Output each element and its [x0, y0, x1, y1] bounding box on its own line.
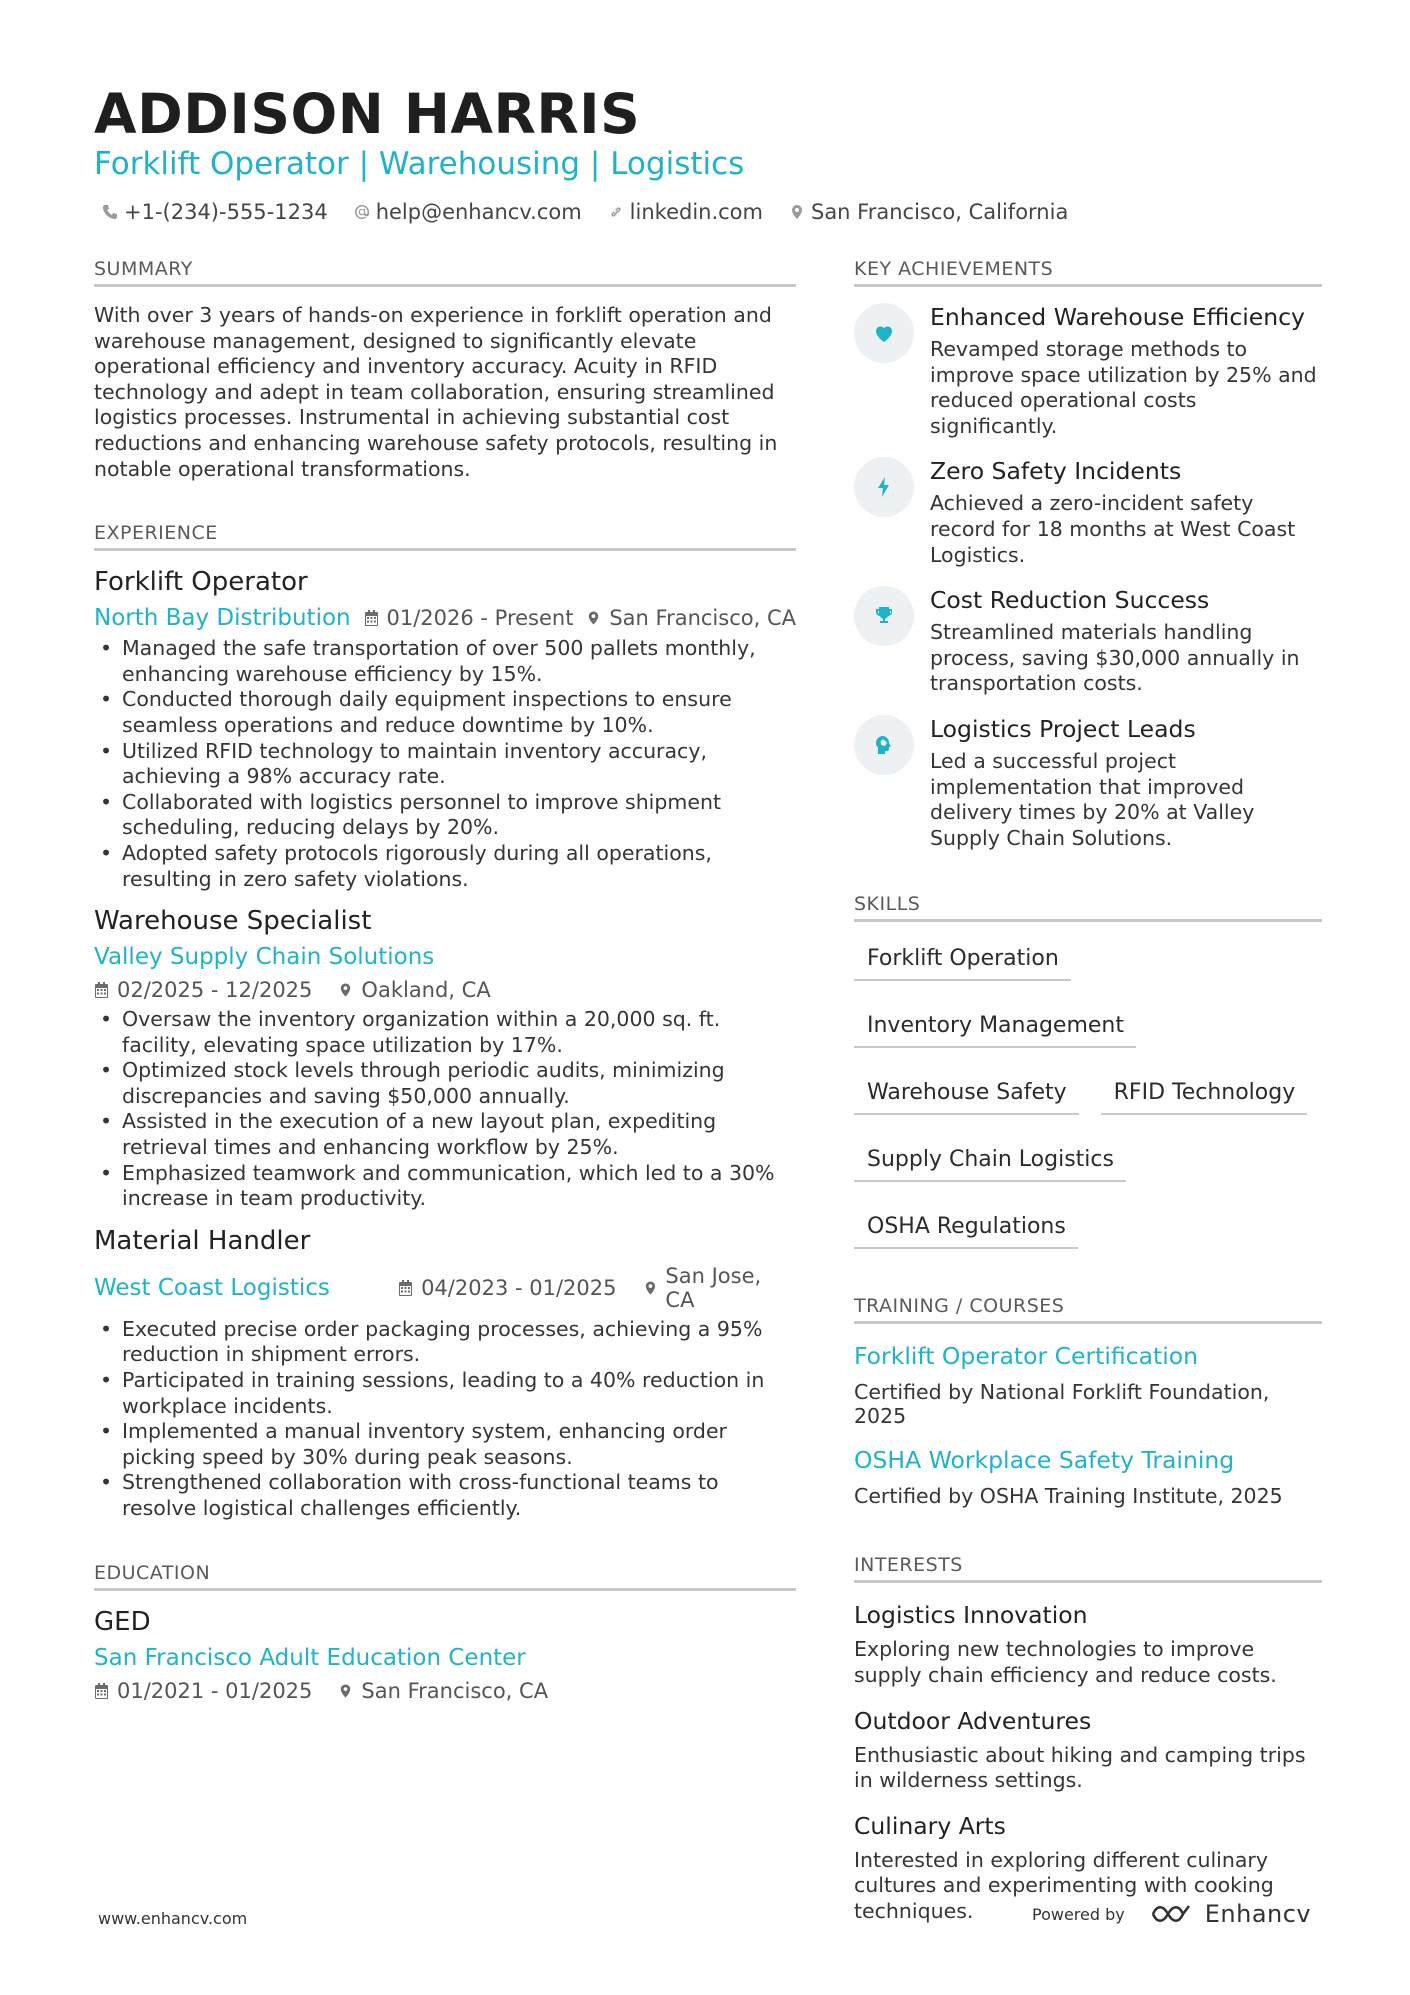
job-dates	[94, 978, 312, 1002]
job-dates	[398, 1276, 642, 1300]
achievement-desc: Revamped storage methods to improve space utilization by 25% and reduced operational costs significantly.	[930, 337, 1317, 438]
summary-section	[94, 258, 796, 482]
calendar-icon	[94, 1683, 109, 1699]
skill-tag: Forklift Operation	[854, 942, 1071, 981]
experience-entry	[94, 567, 796, 892]
achievement-item	[854, 715, 1322, 851]
calendar-icon	[364, 610, 379, 626]
location-pin-icon	[338, 1683, 353, 1699]
phone-text: +1-(234)-555-1234	[124, 200, 328, 224]
enhancv-logo-icon	[1149, 1901, 1195, 1927]
brand-name: Enhancv	[1204, 1900, 1312, 1928]
location-text: San Francisco, California	[810, 200, 1069, 224]
bullet-item: • Implemented a manual inventory system, enhancing order picking speed by 30% during peak seasons.	[94, 1419, 796, 1470]
job-location	[586, 606, 796, 630]
location-text: Oakland, CA	[361, 978, 491, 1003]
achievement-item	[854, 586, 1322, 697]
left-column	[94, 258, 796, 1703]
contact-phone	[102, 200, 328, 224]
job-title: Warehouse Specialist	[94, 906, 372, 937]
location-pin-icon	[586, 610, 601, 626]
skills-title: SKILLS	[854, 893, 1322, 922]
contact-location	[789, 200, 1068, 224]
interests-section	[854, 1554, 1322, 1924]
head-brain-icon	[872, 733, 896, 757]
achievements-title: KEY ACHIEVEMENTS	[854, 258, 1322, 287]
bullet-item: • Optimized stock levels through periodic audits, minimizing discrepancies and saving $50,000 annually.	[94, 1058, 796, 1109]
location-pin-icon	[643, 1280, 658, 1296]
email-text: help@enhancv.com	[375, 200, 582, 224]
job-bullets	[94, 636, 796, 892]
trophy-icon	[872, 604, 896, 628]
bullet-item: • Adopted safety protocols rigorously during all operations, resulting in zero safety violations.	[94, 841, 796, 892]
bullet-item: • Managed the safe transportation of over 500 pallets monthly, enhancing warehouse efficiency by 15%.	[94, 636, 796, 687]
achievement-item	[854, 457, 1322, 568]
education-section	[94, 1562, 796, 1703]
bullet-item: • Utilized RFID technology to maintain inventory accuracy, achieving a 98% accuracy rate.	[94, 739, 796, 790]
skill-tag: Inventory Management	[854, 1009, 1136, 1048]
skills-list	[854, 942, 1314, 1249]
bullet-item: • Oversaw the inventory organization within a 20,000 sq. ft. facility, elevating space utilization by 17%.	[94, 1007, 796, 1058]
heart-icon	[872, 321, 896, 345]
course-desc: Certified by OSHA Training Institute, 2025	[854, 1484, 1283, 1509]
link-icon	[608, 204, 624, 220]
summary-text: With over 3 years of hands-on experience in forklift operation and warehouse management, designed to significantly elevate operational efficiency and inventory accuracy. Acuity in RFID technology and adept in team collaboration, ensuring streamlined logistics processes. Instrumental in achieving substantial cost reductions and enhancing warehouse safety protocols, resulting in notable operational transformations.	[94, 303, 778, 481]
candidate-headline: Forklift Operator | Warehousing | Logistics	[94, 146, 745, 182]
job-meta	[94, 978, 796, 1002]
job-title: Forklift Operator	[94, 567, 308, 598]
interest-title: Outdoor Adventures	[854, 1706, 1092, 1735]
degree-title: GED	[94, 1606, 151, 1637]
achievement-icon-circle	[854, 303, 914, 363]
dates-text: 01/2026 - Present	[386, 606, 574, 631]
skill-tag: Supply Chain Logistics	[854, 1143, 1126, 1182]
powered-by-label: Powered by	[1032, 1904, 1125, 1924]
experience-title: EXPERIENCE	[94, 522, 796, 551]
bullet-item: • Collaborated with logistics personnel to improve shipment scheduling, reducing delays by 20%.	[94, 790, 796, 841]
location-text: San Jose, CA	[665, 1263, 762, 1312]
summary-title: SUMMARY	[94, 258, 796, 287]
calendar-icon	[398, 1280, 413, 1296]
interest-desc: Interested in exploring different culinary cultures and experimenting with cooking techniques.	[854, 1847, 1274, 1923]
interest-desc: Exploring new technologies to improve supply chain efficiency and reduce costs.	[854, 1637, 1277, 1687]
achievement-title: Cost Reduction Success	[930, 586, 1210, 615]
at-icon	[354, 204, 370, 220]
skills-section	[854, 893, 1322, 1249]
job-bullets	[94, 1007, 796, 1212]
achievement-desc: Led a successful project implementation that improved delivery times by 20% at Valley Supply Chain Solutions.	[930, 748, 1255, 850]
achievement-title: Enhanced Warehouse Efficiency	[930, 303, 1305, 331]
achievement-title: Zero Safety Incidents	[930, 457, 1182, 486]
interest-title: Culinary Arts	[854, 1811, 1006, 1840]
company-name: North Bay Distribution	[94, 605, 351, 632]
course-desc: Certified by National Forklift Foundation, 2025	[854, 1380, 1270, 1429]
training-title: TRAINING / COURSES	[854, 1295, 1322, 1324]
achievements-section	[854, 258, 1322, 851]
job-meta	[94, 605, 796, 631]
job-meta	[94, 1264, 796, 1312]
lightning-icon	[872, 475, 896, 499]
education-location	[338, 1679, 548, 1703]
location-pin-icon	[789, 204, 805, 220]
job-company-row	[94, 944, 796, 970]
contact-row	[102, 200, 1068, 224]
dates-text: 02/2025 - 12/2025	[117, 978, 313, 1003]
bullet-item: • Emphasized teamwork and communication, which led to a 30% increase in team productivity.	[94, 1161, 796, 1212]
location-text: San Francisco, CA	[361, 1678, 549, 1703]
education-dates	[94, 1679, 312, 1703]
bullet-item: • Conducted thorough daily equipment inspections to ensure seamless operations and reduce downtime by 10%.	[94, 687, 796, 738]
job-bullets	[94, 1317, 796, 1522]
job-title: Material Handler	[94, 1225, 311, 1256]
achievement-title: Logistics Project Leads	[930, 714, 1196, 743]
training-section	[854, 1295, 1322, 1508]
bullet-item: • Assisted in the execution of a new layout plan, expediting retrieval times and enhancing workflow by 25%.	[94, 1109, 796, 1160]
school-name: San Francisco Adult Education Center	[94, 1644, 526, 1671]
interest-title: Logistics Innovation	[854, 1601, 1088, 1630]
skill-tag: Warehouse Safety	[854, 1076, 1079, 1115]
achievement-icon-circle	[854, 457, 914, 517]
interest-desc: Enthusiastic about hiking and camping trips in wilderness settings.	[854, 1742, 1306, 1793]
achievement-desc: Streamlined materials handling process, saving $30,000 annually in transportation costs.	[930, 620, 1300, 696]
contact-email[interactable]	[354, 200, 582, 224]
brand-logo[interactable]	[1149, 1900, 1311, 1928]
linkedin-text: linkedin.com	[629, 200, 763, 224]
skill-tag: OSHA Regulations	[854, 1210, 1078, 1249]
company-name: Valley Supply Chain Solutions	[94, 944, 435, 971]
right-column	[854, 258, 1322, 1924]
contact-linkedin[interactable]	[608, 200, 763, 224]
company-name: West Coast Logistics	[94, 1274, 330, 1301]
candidate-name: ADDISON HARRIS	[94, 82, 641, 146]
education-title: EDUCATION	[94, 1562, 796, 1591]
location-text: San Francisco, CA	[609, 606, 796, 631]
course-title: OSHA Workplace Safety Training	[854, 1446, 1235, 1475]
job-dates	[364, 606, 574, 630]
course-title: Forklift Operator Certification	[854, 1342, 1198, 1371]
job-location	[338, 978, 490, 1002]
achievement-icon-circle	[854, 586, 914, 646]
education-meta	[94, 1679, 796, 1703]
phone-icon	[102, 204, 118, 220]
interests-title: INTERESTS	[854, 1554, 1322, 1583]
footer-powered	[1032, 1900, 1311, 1928]
school-row	[94, 1645, 796, 1671]
bullet-item: • Executed precise order packaging processes, achieving a 95% reduction in shipment errors.	[94, 1317, 796, 1368]
dates-text: 01/2021 - 01/2025	[117, 1678, 313, 1703]
achievement-icon-circle	[854, 715, 914, 775]
bullet-item: • Participated in training sessions, leading to a 40% reduction in workplace incidents.	[94, 1368, 796, 1419]
skill-tag: RFID Technology	[1101, 1076, 1308, 1115]
experience-entry	[94, 906, 796, 1212]
achievement-item	[854, 303, 1322, 439]
location-pin-icon	[338, 982, 353, 998]
bullet-item: • Strengthened collaboration with cross-functional teams to resolve logistical challenges efficiently.	[94, 1470, 796, 1521]
dates-text: 04/2023 - 01/2025	[421, 1275, 617, 1300]
job-location	[643, 1264, 796, 1312]
calendar-icon	[94, 982, 109, 998]
footer-website[interactable]: www.enhancv.com	[98, 1909, 248, 1928]
experience-section	[94, 522, 796, 1521]
experience-entry	[94, 1226, 796, 1522]
achievement-desc: Achieved a zero-incident safety record for 18 months at West Coast Logistics.	[930, 491, 1296, 567]
